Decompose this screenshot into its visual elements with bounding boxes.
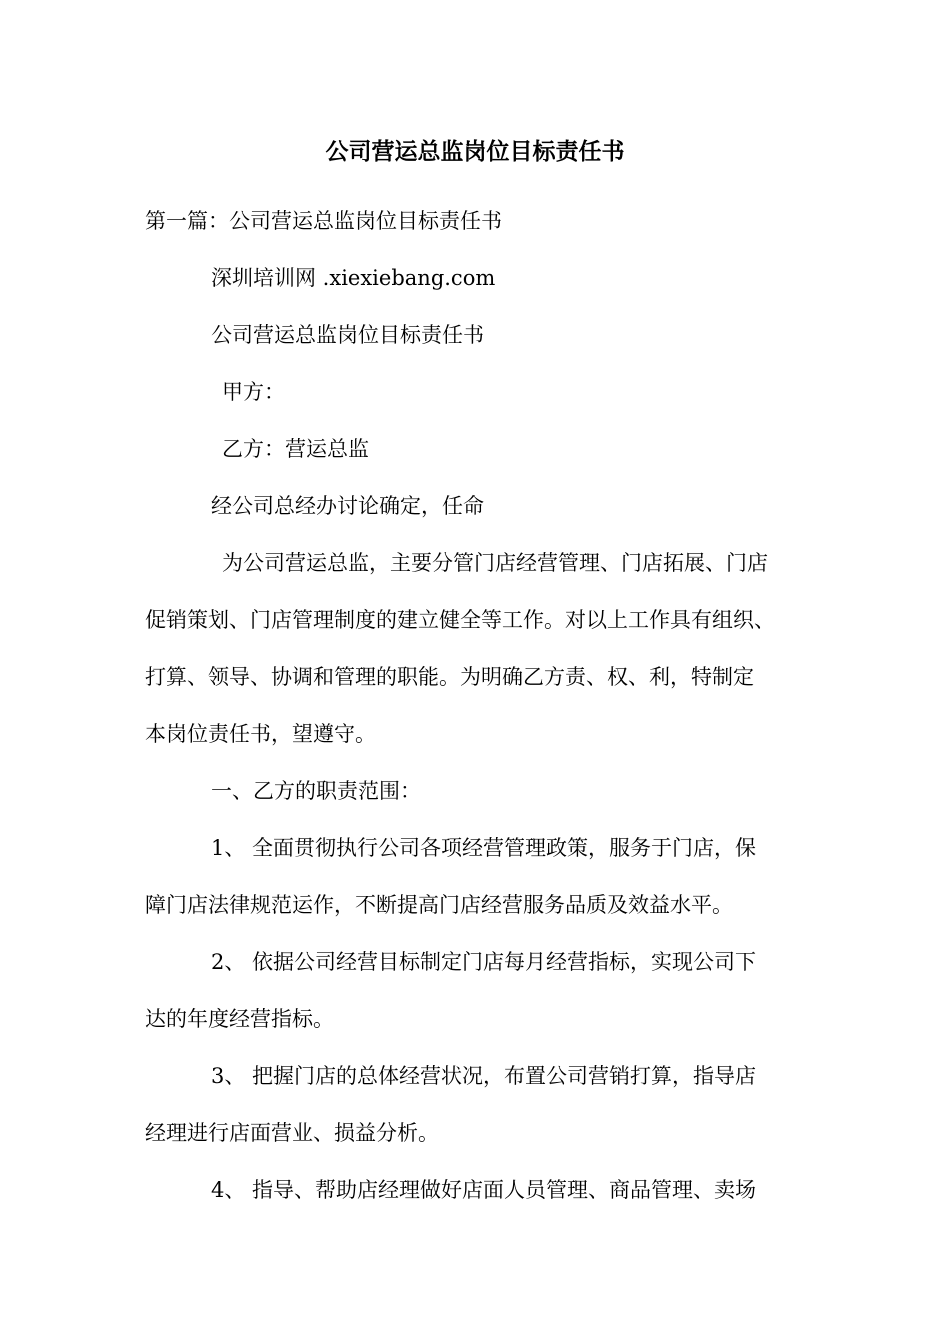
paragraph-line: 打算、领导、协调和管理的职能。为明确乙方责、权、利，特制定 xyxy=(145,665,754,689)
duty-item-2: 2、 依据公司经营目标制定门店每月经营指标，实现公司下 xyxy=(211,950,757,974)
source-line: 深圳培训网 .xiexiebang.com xyxy=(211,266,496,290)
paragraph-line: 本岗位责任书，望遵守。 xyxy=(145,722,376,746)
appointment-line: 经公司总经办讨论确定，任命 xyxy=(211,494,484,518)
party-b-line: 乙方：营运总监 xyxy=(222,437,369,461)
duty-item-1-cont: 障门店法律规范运作，不断提高门店经营服务品质及效益水平。 xyxy=(145,893,733,917)
duty-item-3: 3、 把握门店的总体经营状况，布置公司营销打算，指导店 xyxy=(211,1064,757,1088)
section-heading: 第一篇：公司营运总监岗位目标责任书 xyxy=(145,209,502,233)
subtitle-line: 公司营运总监岗位目标责任书 xyxy=(211,323,484,347)
paragraph-line: 为公司营运总监，主要分管门店经营管理、门店拓展、门店 xyxy=(222,551,768,575)
paragraph-line: 促销策划、门店管理制度的建立健全等工作。对以上工作具有组织、 xyxy=(145,608,775,632)
duties-heading: 一、乙方的职责范围： xyxy=(211,779,421,803)
duty-item-1: 1、 全面贯彻执行公司各项经营管理政策，服务于门店，保 xyxy=(211,836,757,860)
document-title: 公司营运总监岗位目标责任书 xyxy=(325,138,625,165)
duty-item-2-cont: 达的年度经营指标。 xyxy=(145,1007,334,1031)
duty-item-4: 4、 指导、帮助店经理做好店面人员管理、商品管理、卖场 xyxy=(211,1178,757,1202)
party-a-line: 甲方： xyxy=(222,380,285,404)
duty-item-3-cont: 经理进行店面营业、损益分析。 xyxy=(145,1121,439,1145)
